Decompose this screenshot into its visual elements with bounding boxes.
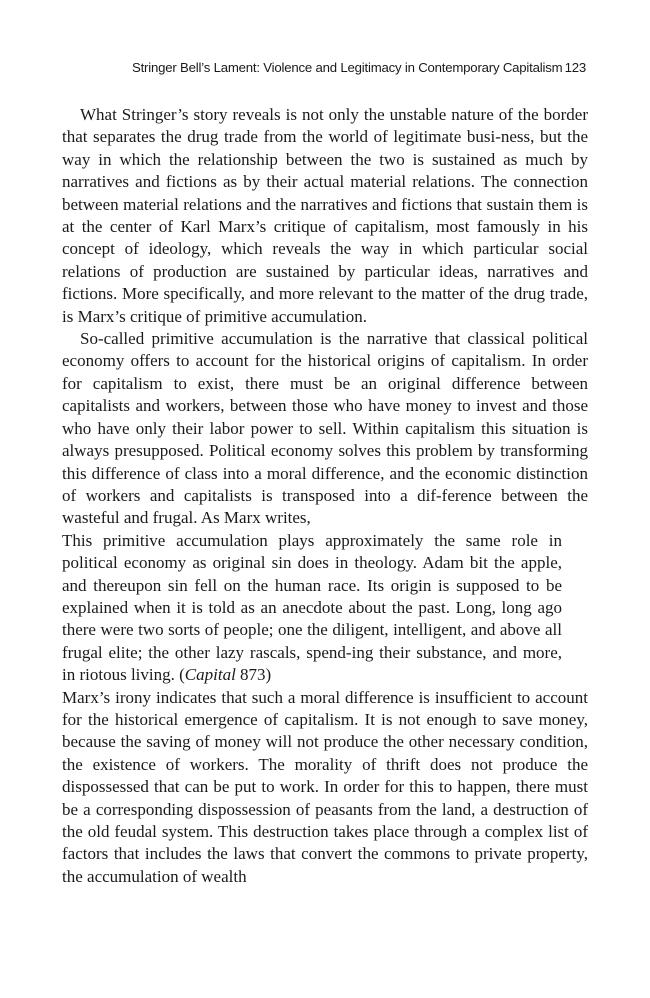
paragraph-1: What Stringer’s story reveals is not only the unstable nature of the border that separates the drug trade from the world of legitimate busi-ness, but the way in which the relationship between the two is sustained as much by narratives and fictions as by their actual material relations. The connection between material relations and the narratives and fictions that sustain them is at the center of Karl Marx’s critique of capitalism, most famously in his concept of ideology, which reveals the way in which particular social relations of production are sustained by particular ideas, narratives and fictions. More specifically, and more relevant to the matter of the drug trade, is Marx’s critique of primitive accumulation. [62,105,588,326]
quote-citation-page: 873) [235,665,272,685]
page-number: 123 [564,60,586,75]
quote-text: This primitive accumulation plays approximately the same role in political economy as original sin does in theology. Adam bit the apple, and thereupon sin fell on the human race. Its origin is supposed to be explained when it is told as an anecdote about the past. Long, long ago there were two sorts of people; one the diligent, intelligent, and above all frugal elite; the other lazy rascals, spend-ing their substance, and more, in riotous living. ( [62,530,562,685]
block-quote [62,530,562,687]
running-title: Stringer Bell’s Lament: Violence and Legitimacy in Contemporary Capitalism [132,60,563,75]
paragraph-2: So-called primitive accumulation is the narrative that classical political economy offers to account for the historical origins of capitalism. In order for capitalism to exist, there must be an original difference between capitalists and workers, between those who have money to invest and those who have only their labor power to sell. Within capitalism this situation is always presupposed. Political economy solves this problem by transforming this difference of class into a moral difference, and the economic distinction of workers and capitalists is transposed into a dif-ference between the wasteful and frugal. As Marx writes, [62,329,588,528]
paragraph-3: Marx’s irony indicates that such a moral difference is insufficient to account for the historical emergence of capitalism. It is not enough to save money, because the saving of money will not produce the other necessary condition, the existence of workers. The morality of thrift does not produce the dispossessed that can be put to work. In order for this to happen, there must be a corresponding dispossession of peasants from the land, a destruction of the old feudal system. This destruction takes place through a complex list of factors that includes the laws that convert the commons to private property, the accumulation of wealth [62,687,588,886]
running-header [62,60,588,80]
quote-citation-title: Capital [184,665,236,685]
body-text [62,104,588,888]
